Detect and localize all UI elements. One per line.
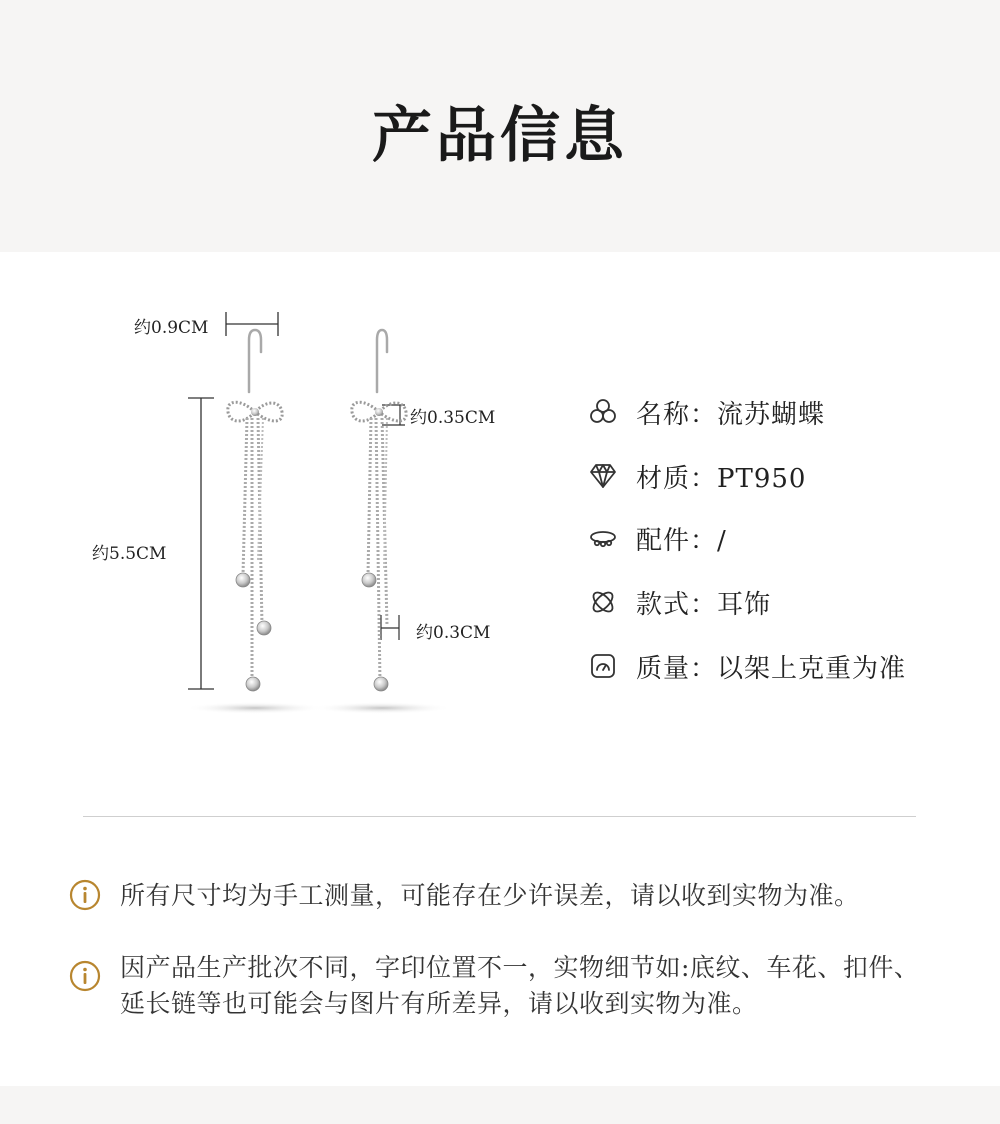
ring-icon (588, 523, 618, 553)
earring-illustration (0, 252, 560, 772)
shadow-right (312, 702, 452, 714)
bow-height-label: 约0.35CM (410, 408, 496, 428)
info-row-weight (588, 646, 906, 686)
info-icon (68, 959, 102, 993)
diamond-icon (588, 461, 618, 491)
atom-icon (588, 587, 618, 617)
info-material-text: 材质：PT950 (636, 463, 807, 494)
length-dimension-line (188, 398, 214, 689)
scale-icon (588, 651, 618, 681)
page-title: 产品信息 (372, 101, 628, 171)
info-accessory-text: 配件：/ (636, 525, 727, 556)
total-length-label: 约5.5CM (92, 544, 167, 564)
earring-right (352, 330, 406, 691)
shadow-left (185, 702, 325, 714)
earring-drawing (0, 252, 560, 772)
info-row-material (588, 456, 806, 496)
note-measurement-text: 所有尺寸均为手工测量，可能存在少许误差，请以收到实物为准。 (120, 881, 860, 910)
earring-left (228, 330, 282, 691)
info-icon (68, 878, 102, 912)
note-measurement (68, 878, 950, 914)
info-row-style (588, 582, 771, 622)
info-weight-text: 质量：以架上克重为准 (636, 653, 907, 684)
note-batch (68, 950, 920, 1022)
hook-width-label: 约0.9CM (134, 318, 209, 338)
footer-band (0, 1086, 1000, 1124)
bead-dimension-line (381, 615, 399, 640)
clover-icon (588, 397, 618, 427)
info-name-text: 名称：流苏蝴蝶 (636, 399, 826, 430)
info-style-text: 款式：耳饰 (636, 589, 772, 620)
info-row-name (588, 392, 825, 432)
bead-diameter-label: 约0.3CM (416, 623, 491, 643)
divider (83, 816, 916, 817)
info-row-accessory (588, 518, 727, 558)
note-batch-text: 因产品生产批次不同，字印位置不一，实物细节如:底纹、车花、扣件、延长链等也可能会与图片有所差异，请以收到实物为准。 (120, 953, 920, 1018)
